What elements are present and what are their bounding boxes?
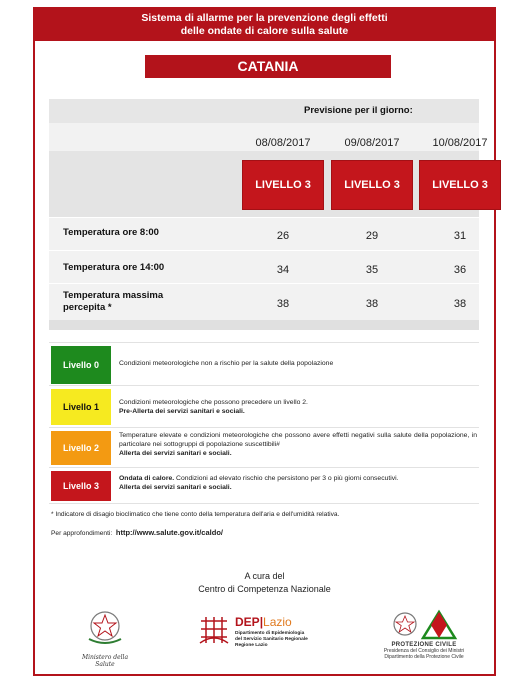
temp-14-value: 36	[453, 264, 467, 276]
temp-max-value: 38	[276, 298, 290, 310]
legend-description: Condizioni meteorologiche non a rischio per la salute della popolazione	[119, 360, 334, 367]
level-1-swatch: Livello 1	[51, 389, 111, 425]
temp-8-value: 31	[453, 230, 467, 242]
risk-legend	[49, 342, 479, 504]
temp-14-value: 34	[276, 264, 290, 276]
legend-alert: Pre-Allerta dei servizi sanitari e sociali.	[119, 408, 245, 415]
level-3-swatch: Livello 3	[51, 471, 111, 501]
temp-max-value: 38	[453, 298, 467, 310]
risk-level-badge: LIVELLO 3	[242, 160, 324, 210]
credits-line-2: Centro di Competenza Nazionale	[198, 584, 331, 594]
more-info	[51, 528, 223, 537]
dep-subtitle-line: del Servizio Sanitario Regionale	[235, 637, 308, 642]
legend-alert: Allerta dei servizi sanitari e sociali.	[119, 484, 232, 491]
legend-lead: Ondata di calore.	[119, 475, 175, 482]
dep-subtitle-line: Dipartimento di Epidemiologia	[235, 631, 305, 636]
temp-max-value: 38	[365, 298, 379, 310]
header-line-2: delle ondate di calore sulla salute	[180, 25, 349, 37]
bulletin-header	[35, 9, 494, 41]
temp-8-value: 29	[365, 230, 379, 242]
legend-row	[49, 428, 479, 468]
legend-text	[119, 431, 477, 458]
pc-title: PROTEZIONE CIVILE	[391, 642, 457, 648]
pc-line-1: Presidenza del Consiglio dei Ministri	[383, 648, 465, 654]
row-divider	[49, 250, 479, 251]
protezione-civile-logo	[379, 608, 469, 660]
dep-grid-icon	[197, 615, 231, 647]
row-label-temp-8: Temperatura ore 8:00	[63, 227, 159, 238]
dep-title-ep: EP	[243, 615, 260, 629]
legend-text	[119, 474, 399, 492]
risk-level-badge: LIVELLO 3	[419, 160, 501, 210]
ministero-caption: Ministero della Salute	[81, 654, 129, 668]
forecast-date: 09/08/2017	[344, 137, 400, 149]
forecast-date: 10/08/2017	[432, 137, 488, 149]
row-divider	[49, 283, 479, 284]
italian-emblem-icon	[75, 609, 135, 649]
level-2-swatch: Livello 2	[51, 431, 111, 465]
legend-row	[49, 386, 479, 428]
forecast-date: 08/08/2017	[255, 137, 311, 149]
protezione-civile-icon	[389, 608, 459, 642]
pc-line-2: Dipartimento della Protezione Civile	[384, 654, 464, 660]
row-label-temp-max-line-1: Temperatura massima	[63, 290, 164, 301]
dep-title-lazio: Lazio	[263, 615, 292, 629]
row-label-temp-14: Temperatura ore 14:00	[63, 262, 165, 273]
legend-description: Condizioni ad elevato rischio che persistono per 3 o più giorni consecutivi.	[174, 475, 399, 482]
row-label-temp-max	[63, 290, 163, 314]
bulletin-frame	[33, 7, 496, 676]
forecast-table	[49, 99, 488, 330]
legend-row	[49, 342, 479, 386]
temp-14-value: 35	[365, 264, 379, 276]
header-line-1: Sistema di allarme per la prevenzione degli effetti	[141, 12, 388, 24]
dep-title-d: D	[235, 615, 244, 629]
dep-subtitle	[235, 631, 308, 649]
legend-text	[119, 359, 333, 368]
legend-text	[119, 398, 308, 416]
risk-level-badge: LIVELLO 3	[331, 160, 413, 210]
salute-link[interactable]: http://www.salute.gov.it/caldo/	[115, 528, 223, 537]
temp-8-value: 26	[276, 230, 290, 242]
credits-line-1: A cura del	[244, 571, 285, 581]
table-footer-bar	[49, 320, 479, 330]
dep-title: DEP|Lazio	[235, 615, 292, 629]
dep-subtitle-line: Regione Lazio	[235, 643, 268, 648]
forecast-title: Previsione per il giorno:	[304, 105, 413, 116]
row-divider	[49, 217, 479, 218]
legend-description: Temperature elevate e condizioni meteorologiche che possono avere effetti negativi sulla salute della popolazione, in particolare nei sottogruppi di popolazione suscettibili#	[119, 432, 477, 448]
legend-alert: Allerta dei servizi sanitari e sociali.	[119, 450, 232, 457]
legend-description: Condizioni meteorologiche che possono precedere un livello 2.	[119, 399, 308, 406]
indicator-note: * Indicatore di disagio bioclimatico che tiene conto della temperatura dell'aria e dell'umidità relativa.	[51, 511, 340, 518]
more-info-label: Per approfondimenti:	[51, 530, 113, 537]
level-0-swatch: Livello 0	[51, 346, 111, 384]
ministero-logo	[75, 609, 135, 668]
city-title: CATANIA	[145, 55, 391, 78]
legend-row	[49, 468, 479, 504]
row-label-temp-max-line-2: percepita *	[63, 302, 112, 313]
